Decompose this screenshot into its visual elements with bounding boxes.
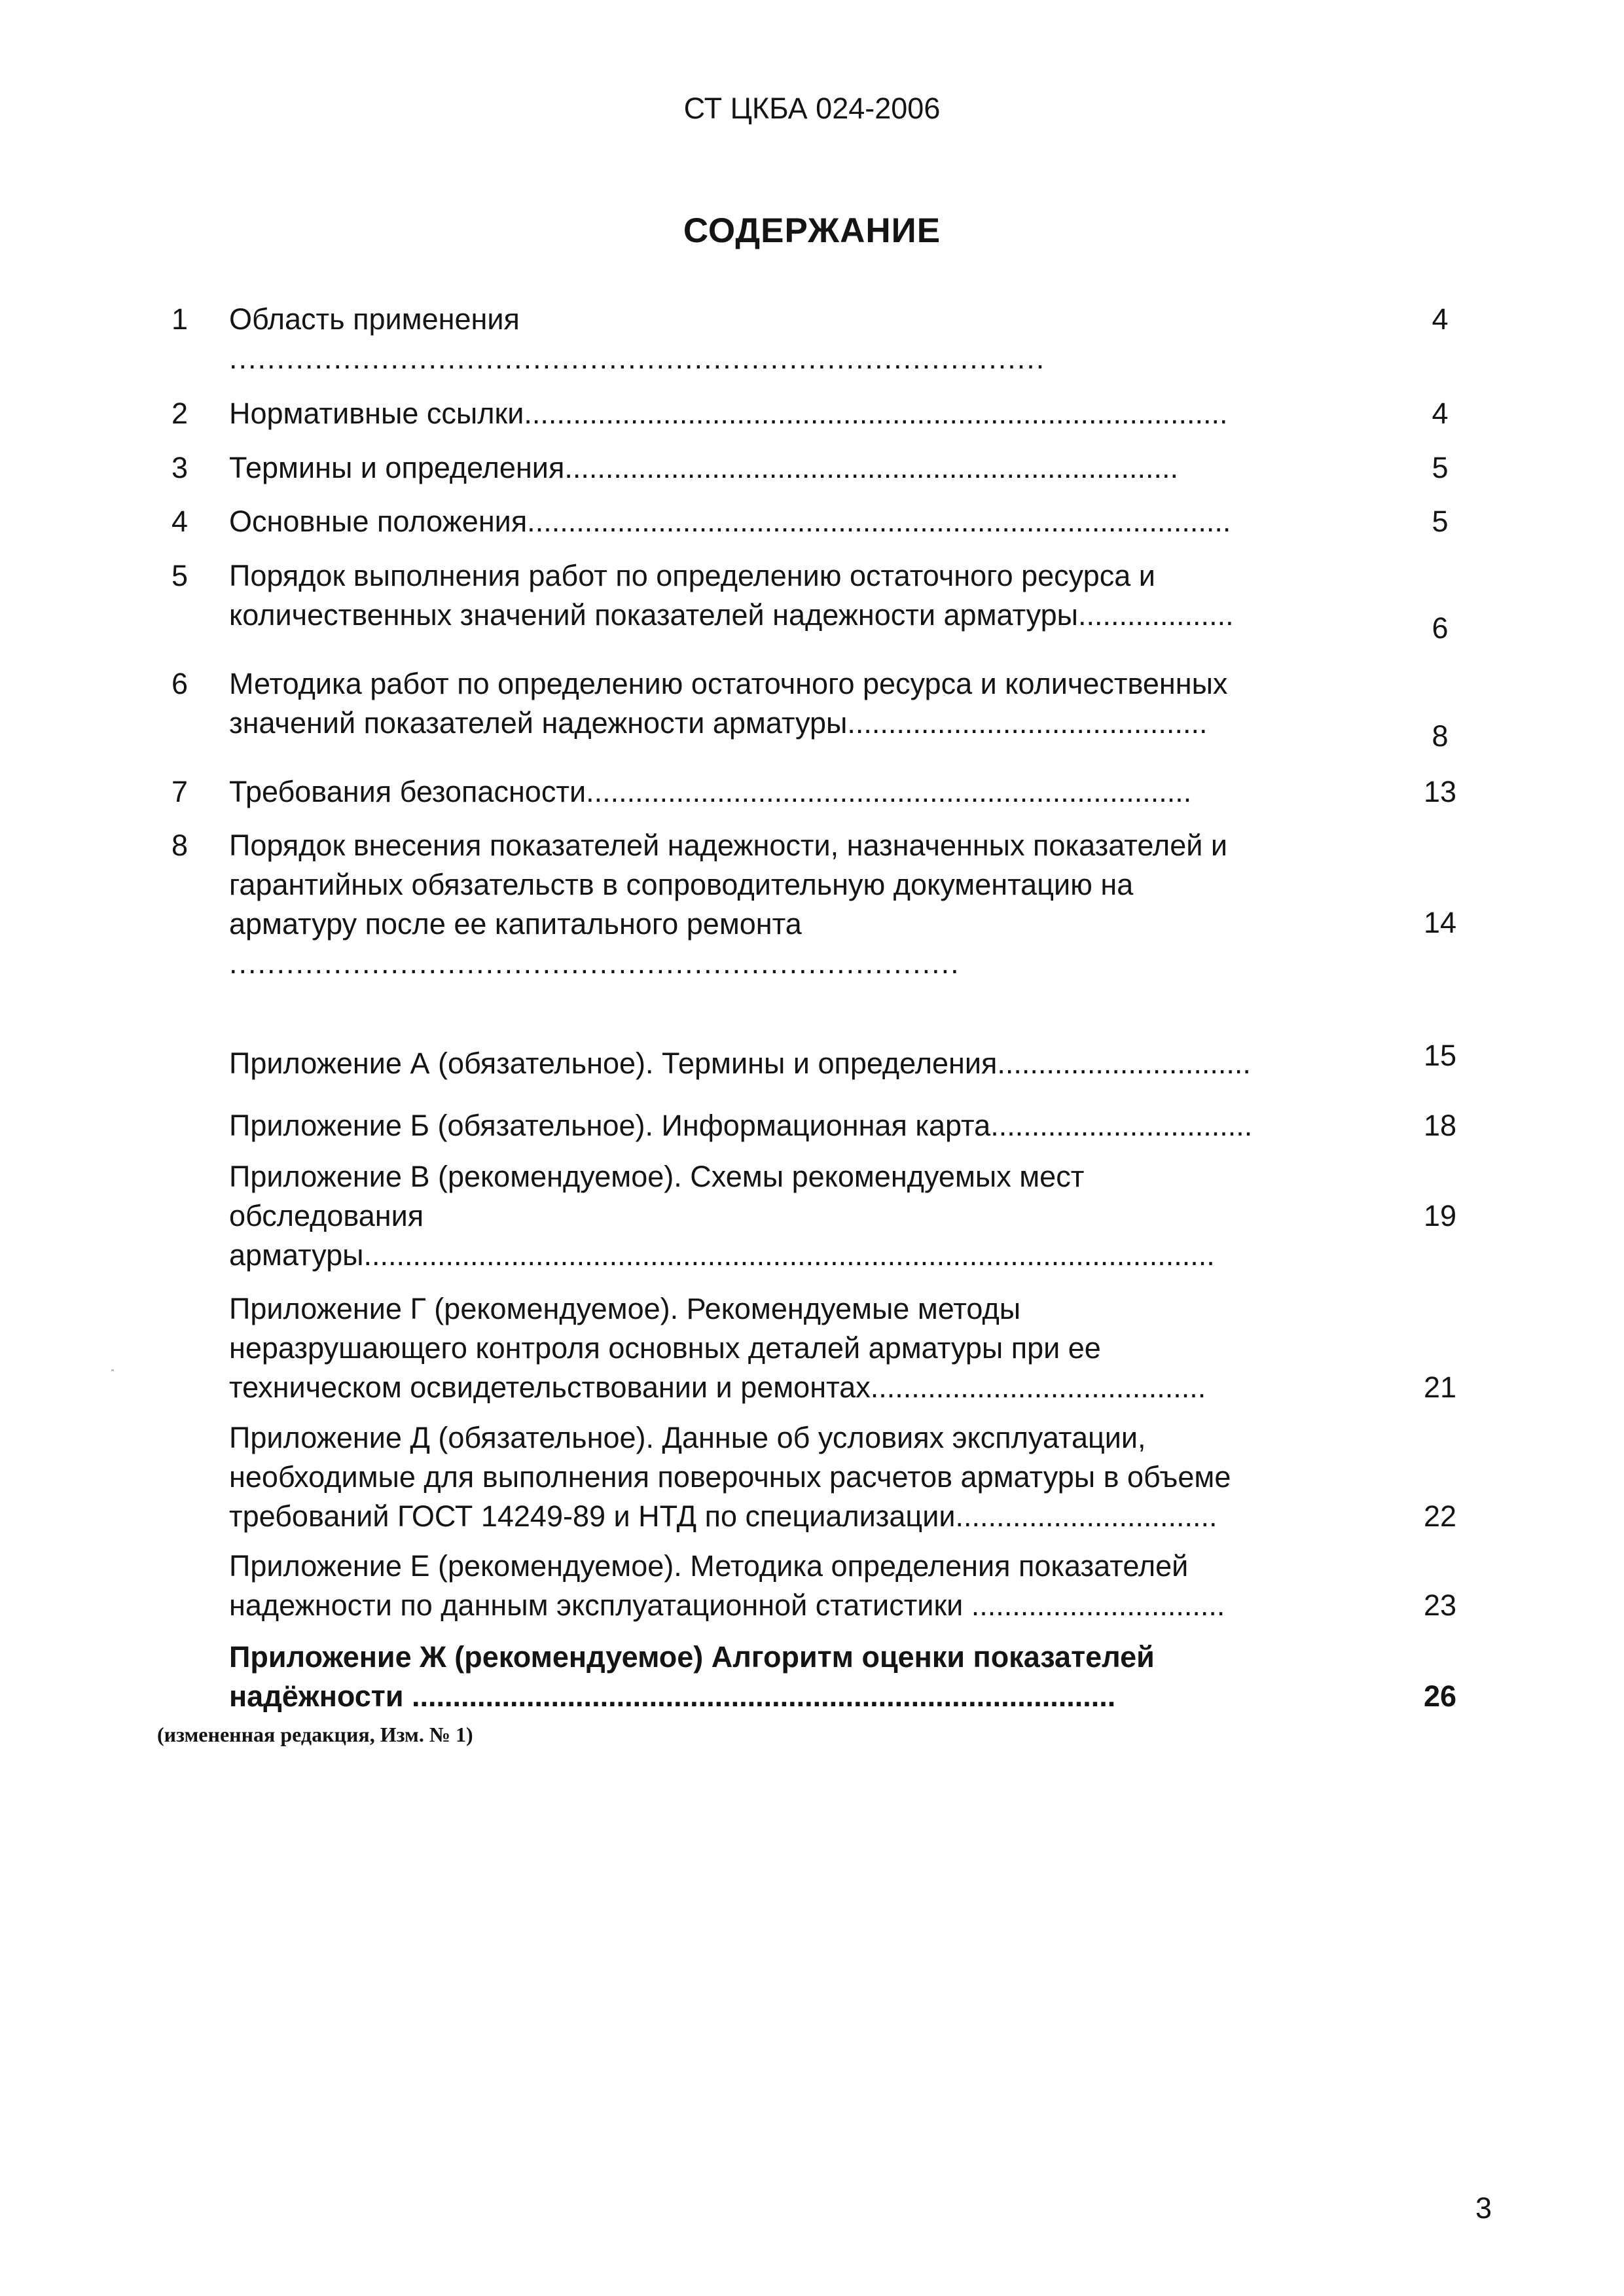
scan-speck: [111, 1369, 114, 1371]
appendix-entry-line: надёжности ......................................................................................: [229, 1679, 1116, 1713]
appendix-entry-line: Приложение Д (обязательное). Данные об условиях эксплуатации,: [229, 1421, 1146, 1454]
page-number: 3: [1475, 2191, 1492, 2225]
toc-entry-page: 5: [1432, 505, 1449, 538]
toc-entry-title: [229, 502, 1394, 541]
appendix-entry-title: [229, 1106, 1394, 1145]
toc-entry-title: [229, 664, 1394, 743]
toc-entry-line: Методика работ по определению остаточного ресурса и количественных: [229, 667, 1228, 700]
appendix-entry-line: неразрушающего контроля основных деталей арматуры при ее: [229, 1331, 1101, 1365]
toc-entry-line: арматуру после ее капитального ремонта: [229, 907, 802, 941]
toc-entry-title: [229, 448, 1394, 488]
appendix-entry-title: [229, 1157, 1394, 1275]
toc-entry-page: 4: [1432, 302, 1449, 336]
toc-entry-number: 2: [171, 397, 189, 430]
toc-entry-line: значений показателей надежности арматуры............................................: [229, 706, 1208, 740]
appendix-entry-line: Приложение А (обязательное). Термины и определения...............................: [229, 1047, 1251, 1080]
document-code-header: СТ ЦКБА 024-2006: [683, 92, 941, 125]
appendix-entry-page: 21: [1423, 1371, 1457, 1404]
appendix-entry-page: 18: [1423, 1109, 1457, 1142]
appendix-entry-line: надежности по данным эксплуатационной статистики ...............................: [229, 1588, 1225, 1622]
appendix-entry-line: необходимые для выполнения поверочных расчетов арматуры в объеме: [229, 1460, 1231, 1494]
appendix-entry-line: требований ГОСТ 14249-89 и НТД по специализации................................: [229, 1499, 1218, 1533]
toc-entry-number: 4: [171, 505, 189, 538]
appendix-entry-title: [229, 1289, 1394, 1407]
toc-entry-page: 5: [1432, 451, 1449, 484]
toc-entry-number: 7: [171, 775, 189, 808]
toc-entry-line: .............................................................................: [229, 946, 960, 980]
toc-entry-line: Область применения: [229, 302, 520, 336]
toc-entry-title: [229, 300, 1394, 378]
appendix-entry-title: [229, 1418, 1394, 1536]
toc-entry-page: 8: [1432, 719, 1449, 753]
toc-entry-line: Порядок внесения показателей надежности, назначенных показателей и: [229, 829, 1227, 862]
toc-entry-line: Порядок выполнения работ по определению остаточного ресурса и: [229, 559, 1155, 592]
appendix-entry-line: техническом освидетельствовании и ремонтах.........................................: [229, 1371, 1206, 1404]
toc-entry-number: 6: [171, 667, 189, 700]
toc-entry-page: 4: [1432, 397, 1449, 430]
toc-entry-line: Термины и определения...........................................................................: [229, 451, 1178, 484]
revision-note: (измененная редакция, Изм. № 1): [157, 1723, 473, 1746]
appendix-entry-line: Приложение Б (обязательное). Информационная карта................................: [229, 1109, 1253, 1142]
toc-title: СОДЕРЖАНИЕ: [683, 211, 941, 250]
toc-entry-title: [229, 556, 1394, 635]
appendix-entry-line: Приложение В (рекомендуемое). Схемы рекомендуемых мест: [229, 1160, 1085, 1193]
appendix-entry-page: 19: [1423, 1199, 1457, 1232]
appendix-entry-line: арматуры........................................................................................................: [229, 1238, 1215, 1272]
toc-entry-number: 8: [171, 829, 189, 862]
appendix-entry-page: 15: [1423, 1039, 1457, 1072]
toc-entry-line: гарантийных обязательств в сопроводительную документацию на: [229, 868, 1134, 901]
appendix-entry-line: обследования: [229, 1199, 424, 1232]
toc-entry-page: 14: [1423, 906, 1457, 939]
appendix-entry-line: Приложение Ж (рекомендуемое) Алгоритм оценки показателей: [229, 1640, 1155, 1674]
toc-entry-number: 1: [171, 302, 189, 336]
appendix-entry-line: Приложение Г (рекомендуемое). Рекомендуемые методы: [229, 1292, 1021, 1325]
toc-entry-page: 13: [1423, 775, 1457, 808]
toc-entry-title: [229, 826, 1394, 983]
appendix-entry-page: 26: [1423, 1679, 1457, 1713]
toc-entry-title: [229, 772, 1394, 812]
toc-entry-line: Основные положения......................................................................................: [229, 505, 1231, 538]
appendix-entry-title: [229, 1547, 1394, 1625]
toc-entry-page: 6: [1432, 611, 1449, 645]
appendix-entry-title: [229, 1638, 1394, 1716]
toc-entry-number: 5: [171, 559, 189, 592]
toc-entry-line: количественных значений показателей надежности арматуры...................: [229, 598, 1234, 632]
toc-entry-line: Требования безопасности..........................................................................: [229, 775, 1192, 808]
toc-entry-title: [229, 394, 1394, 433]
appendix-entry-line: Приложение Е (рекомендуемое). Методика определения показателей: [229, 1549, 1189, 1583]
appendix-entry-page: 23: [1423, 1588, 1457, 1622]
toc-entry-line: Нормативные ссылки......................................................................................: [229, 397, 1228, 430]
toc-entry-line: ......................................................................................: [229, 342, 1046, 375]
appendix-entry-title: [229, 1044, 1394, 1083]
appendix-entry-page: 22: [1423, 1499, 1457, 1533]
toc-entry-number: 3: [171, 451, 189, 484]
